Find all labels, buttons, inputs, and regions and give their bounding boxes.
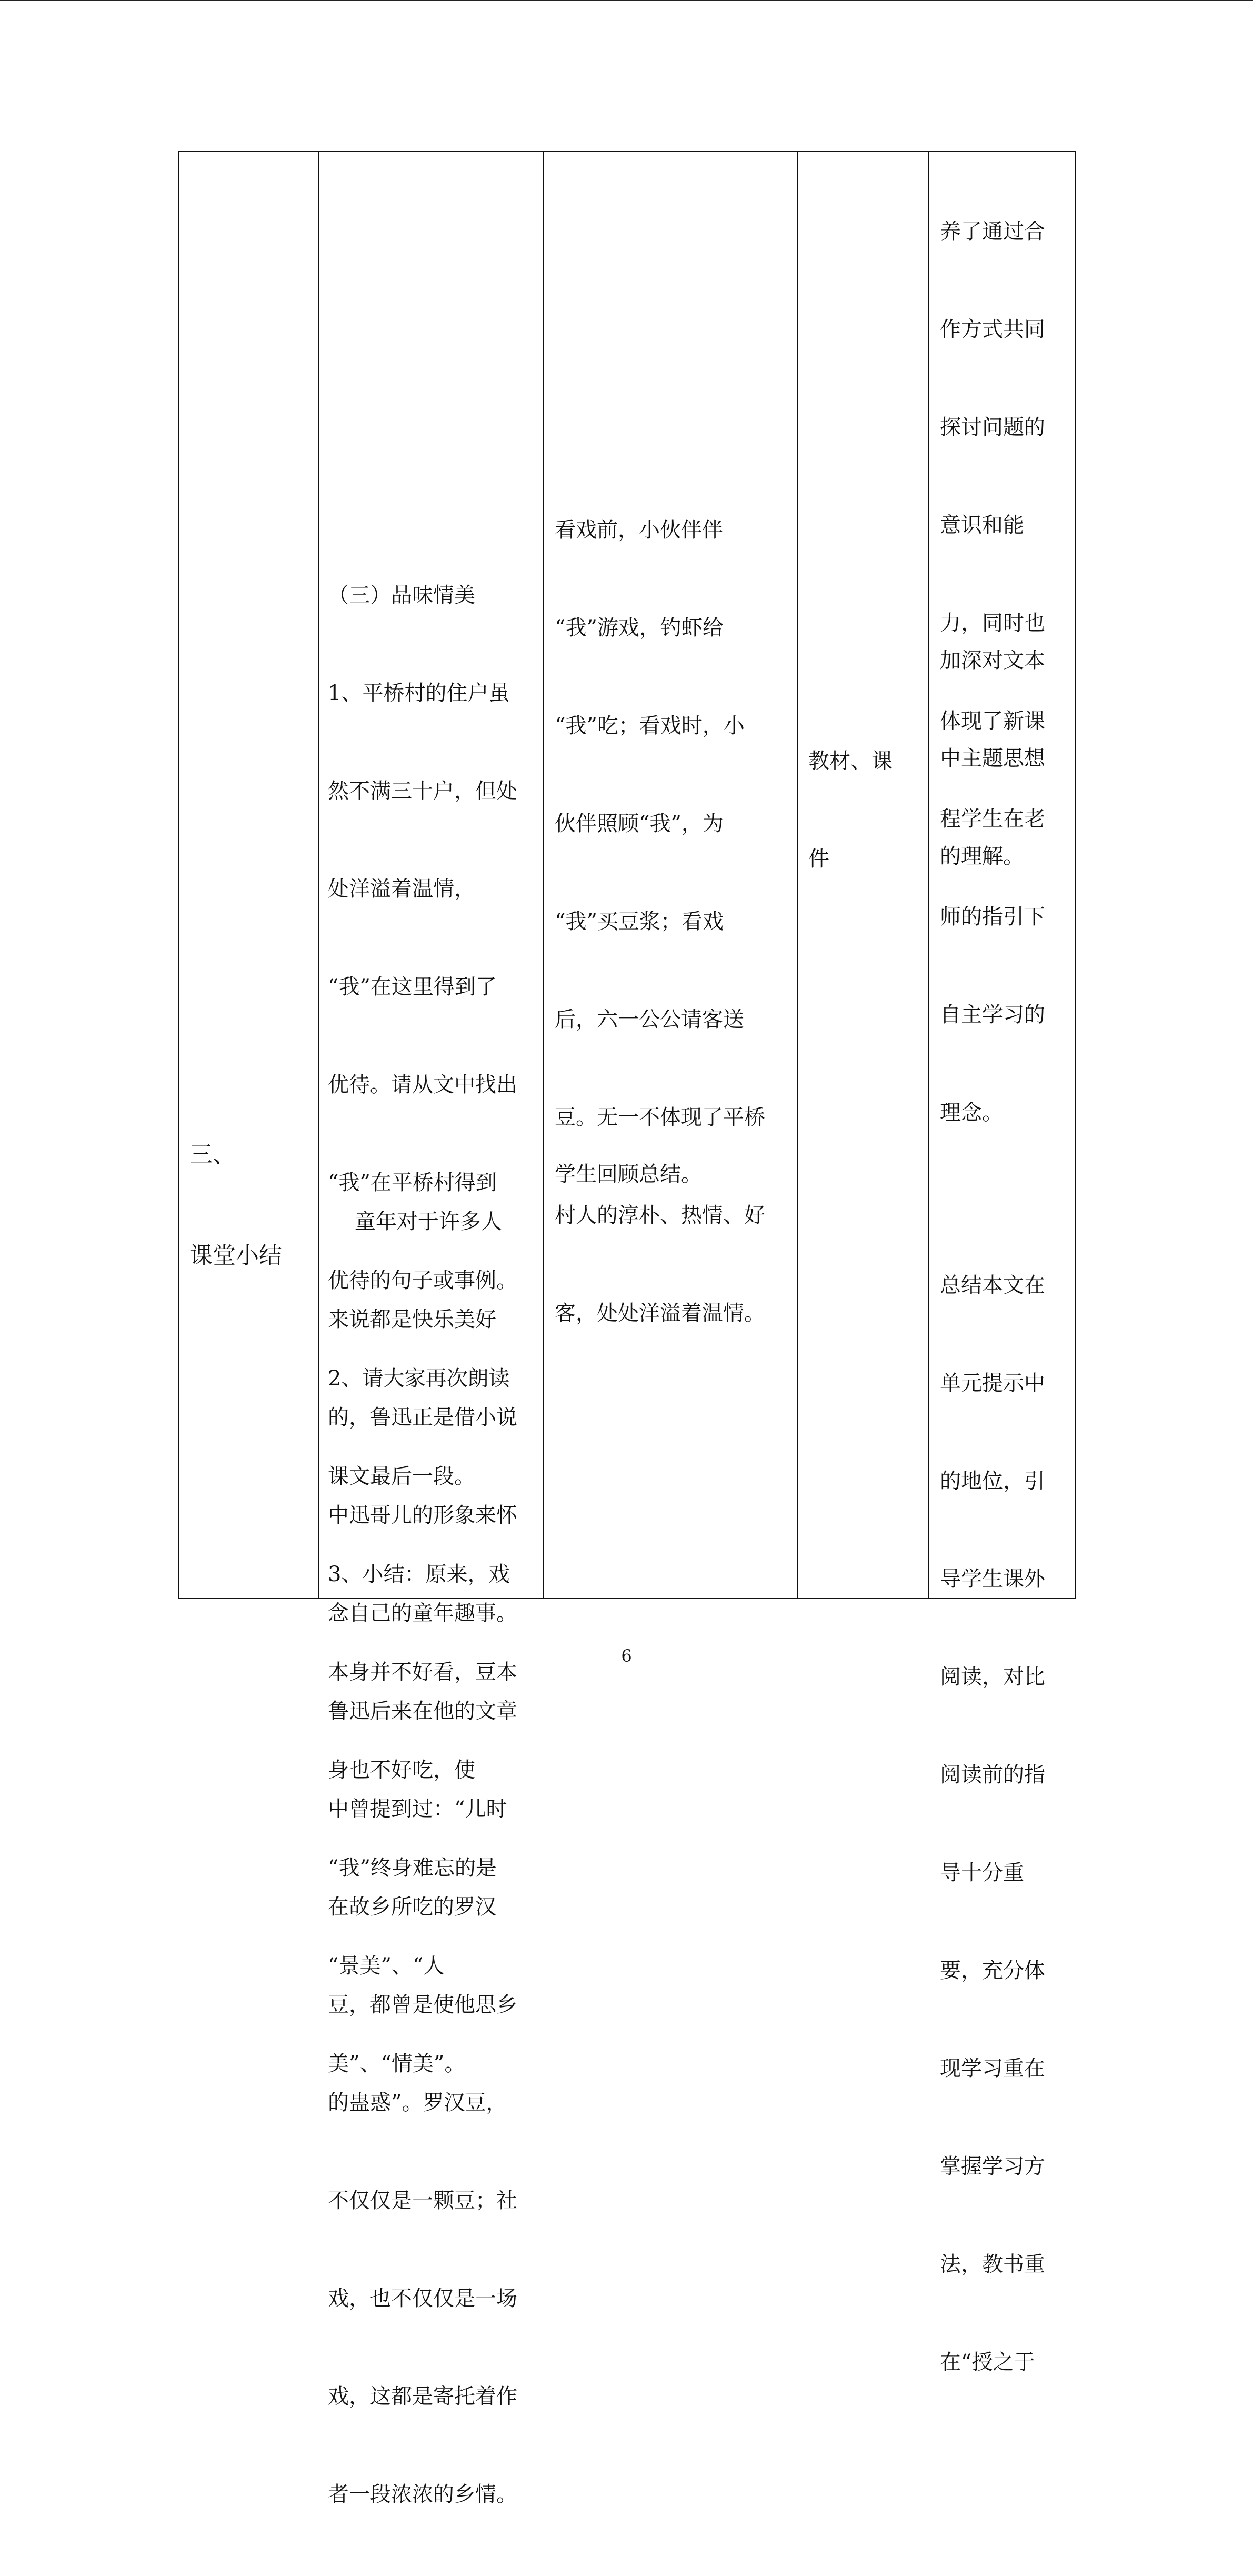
teacher-line: 者一段浓浓的乡情。 — [328, 2482, 517, 2507]
design-intent-middle — [940, 579, 1045, 938]
intent-line: 导十分重 — [940, 1861, 1024, 1885]
intent-line: 中主题思想 — [940, 746, 1045, 771]
teacher-line: 鲁迅后来在他的文章 — [328, 1699, 517, 1723]
intent-line: 现学习重在 — [940, 2056, 1045, 2081]
teacher-line: 然不满三十户，但处 — [328, 779, 517, 803]
intent-line: 掌握学习方 — [940, 2154, 1045, 2179]
teacher-line: 的，鲁迅正是借小说 — [328, 1405, 517, 1430]
intent-line: 单元提示中 — [940, 1371, 1045, 1395]
column-divider — [318, 152, 319, 1598]
teacher-line: “我”在平桥村得到 — [328, 1171, 497, 1195]
intent-line: 养了通过合 — [940, 219, 1045, 244]
student-line: 伙伴照顾“我”，为 — [555, 812, 724, 836]
teacher-line: 来说都是快乐美好 — [328, 1307, 496, 1332]
teacher-activity-summary — [328, 1140, 517, 2576]
teacher-line: 优待的句子或事例。 — [328, 1269, 517, 1293]
stage-line: 三、 — [189, 1141, 236, 1168]
intent-line: 的理解。 — [940, 844, 1024, 868]
design-intent-bottom — [940, 1204, 1045, 2444]
resources-cell — [808, 680, 893, 941]
teacher-line: 2、请大家再次朗读 — [328, 1366, 510, 1391]
teacher-line: 处洋溢着温情， — [328, 877, 475, 901]
teacher-line: 中曾提到过：“儿时 — [328, 1797, 507, 1821]
teacher-line: （三）品味情美 — [328, 583, 475, 607]
student-line: 学生回顾总结。 — [555, 1162, 702, 1186]
teacher-line: 戏，也不仅仅是一场 — [328, 2287, 517, 2311]
intent-line: 程学生在老 — [940, 807, 1045, 831]
student-line: 豆。无一不体现了平桥 — [555, 1105, 765, 1130]
student-line: 村人的淳朴、热情、好 — [555, 1203, 765, 1227]
page-number: 6 — [621, 1646, 632, 1666]
student-line: “我”游戏，钓虾给 — [555, 616, 724, 640]
teacher-line: 3、小结：原来，戏 — [328, 1562, 510, 1586]
teacher-line: 不仅仅是一颗豆；社 — [328, 2189, 517, 2213]
teacher-line: 身也不好吃，使 — [328, 1758, 475, 1782]
intent-line: 理念。 — [940, 1101, 1003, 1125]
intent-line: 师的指引下 — [940, 905, 1045, 929]
intent-line: 的地位，引 — [940, 1469, 1045, 1493]
resources-line: 件 — [808, 847, 829, 871]
intent-line: 总结本文在 — [940, 1273, 1045, 1297]
resources-line: 教材、课 — [808, 749, 893, 773]
student-line: 客，处处洋溢着温情。 — [555, 1301, 765, 1325]
column-divider — [928, 152, 929, 1598]
intent-line: 作方式共同 — [940, 317, 1045, 342]
teacher-line: 优待。请从文中找出 — [328, 1073, 517, 1097]
lesson-plan-table — [178, 151, 1076, 2507]
teacher-line: 在故乡所吃的罗汉 — [328, 1895, 496, 1919]
intent-line: 意识和能 — [940, 513, 1024, 537]
teacher-line: 童年对于许多人 — [328, 1210, 502, 1234]
teacher-line: “我”在这里得到了 — [328, 975, 497, 999]
intent-line: 法，教书重 — [940, 2252, 1045, 2277]
student-activity-summary — [555, 1093, 702, 1256]
student-line: “我”吃；看戏时，小 — [555, 714, 745, 738]
column-divider — [797, 152, 798, 1598]
intent-line: 自主学习的 — [940, 1003, 1045, 1027]
column-divider — [543, 152, 544, 1598]
teacher-line: 戏，这都是寄托着作 — [328, 2384, 517, 2409]
teacher-line: 美”、“情美”。 — [328, 2052, 466, 2076]
intent-line: 在“授之于 — [940, 2350, 1035, 2374]
teacher-line: 中迅哥儿的形象来怀 — [328, 1503, 517, 1527]
intent-line: 力，同时也 — [940, 611, 1045, 635]
teacher-line: 本身并不好看，豆本 — [328, 1660, 517, 1684]
teacher-line: 1、平桥村的住户虽 — [328, 681, 510, 705]
teacher-line: 课文最后一段。 — [328, 1464, 475, 1489]
intent-line: 阅读，对比 — [940, 1665, 1045, 1689]
teacher-line: 的蛊惑”。罗汉豆， — [328, 2091, 507, 2115]
student-line: 后，六一公公请客送 — [555, 1007, 744, 1032]
intent-line: 加深对文本 — [940, 648, 1045, 673]
intent-line: 探讨问题的 — [940, 415, 1045, 440]
stage-line: 课堂小结 — [189, 1242, 282, 1269]
intent-line: 体现了新课 — [940, 709, 1045, 733]
teacher-line: “我”终身难忘的是 — [328, 1856, 497, 1880]
intent-line: 要，充分体 — [940, 1959, 1045, 1983]
intent-line: 阅读前的指 — [940, 1763, 1045, 1787]
student-line: 看戏前，小伙伴伴 — [555, 518, 723, 542]
top-border-line — [0, 0, 1253, 1]
teacher-line: 豆，都曾是使他思乡 — [328, 1993, 517, 2017]
teacher-line: “景美”、“人 — [328, 1954, 445, 1978]
teacher-line: 念自己的童年趣事。 — [328, 1601, 517, 1625]
stage-cell — [189, 1071, 282, 1340]
student-line: “我”买豆浆；看戏 — [555, 910, 724, 934]
intent-line: 导学生课外 — [940, 1567, 1045, 1591]
